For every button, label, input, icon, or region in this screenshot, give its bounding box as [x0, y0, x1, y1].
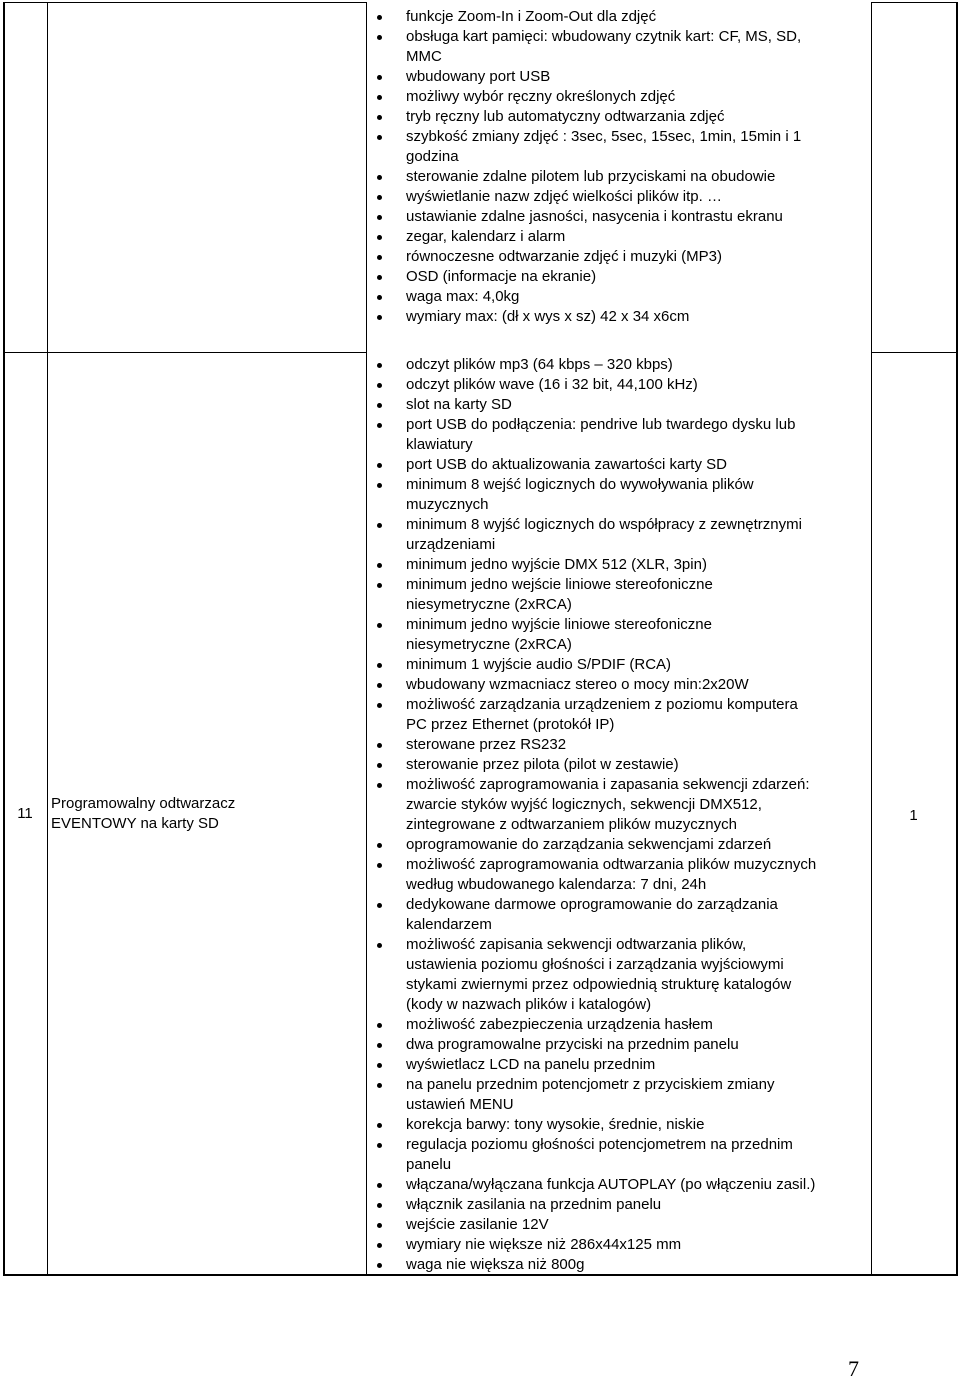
right-border	[956, 2, 958, 1275]
spec-item-text: stykami zwiernymi przez odpowiednią strukturę katalogów	[406, 976, 792, 993]
spec-item-text: dwa programowalne przyciski na przednim panelu	[406, 1036, 739, 1053]
bullet-icon	[377, 35, 382, 40]
spec-item-text: wbudowany port USB	[406, 68, 551, 85]
spec-item-text: minimum 8 wejść logicznych do wywoływania plików	[406, 476, 754, 493]
col-divider-3	[871, 2, 872, 1275]
bullet-icon	[377, 403, 382, 408]
spec-item-text: sterowanie zdalne pilotem lub przyciskami na obudowie	[406, 168, 776, 185]
spec-item	[372, 455, 816, 475]
spec-item-text: wejście zasilanie 12V	[406, 1216, 549, 1233]
spec-item-text: funkcje Zoom-In i Zoom-Out dla zdjęć	[406, 8, 657, 25]
spec-item	[372, 1175, 816, 1195]
spec-item	[372, 187, 801, 207]
spec-item-text: minimum 8 wyjść logicznych do współpracy z zewnętrznymi	[406, 516, 802, 533]
spec-item	[372, 755, 816, 775]
spec-item	[372, 1195, 816, 1215]
bullet-icon	[377, 683, 382, 688]
spec-item-text: sterowanie przez pilota (pilot w zestawie)	[406, 756, 679, 773]
spec-item	[372, 515, 816, 555]
spec-item	[372, 307, 801, 327]
spec-item	[372, 475, 816, 515]
bullet-icon	[377, 783, 382, 788]
spec-item	[372, 375, 816, 395]
spec-item-text: wymiary nie większe niż 286x44x125 mm	[406, 1236, 682, 1253]
spec-item-text: włączana/wyłączana funkcja AUTOPLAY (po włączeniu zasil.)	[406, 1176, 816, 1193]
spec-item-text: regulacja poziomu głośności potencjometrem na przednim	[406, 1136, 793, 1153]
spec-item-text: niesymetryczne (2xRCA)	[406, 596, 572, 613]
spec-item-text: dedykowane darmowe oprogramowanie do zarządzania	[406, 896, 778, 913]
spec-item-text: klawiatury	[406, 436, 473, 453]
bullet-icon	[377, 1243, 382, 1248]
spec-item-text: korekcja barwy: tony wysokie, średnie, niskie	[406, 1116, 705, 1133]
spec-item-text: (kody w nazwach plików i katalogów)	[406, 996, 652, 1013]
spec-item-text: odczyt plików wave (16 i 32 bit, 44,100 kHz)	[406, 376, 698, 393]
top-border-left	[3, 2, 367, 3]
bullet-icon	[377, 663, 382, 668]
spec-item-text: kalendarzem	[406, 916, 492, 933]
bullet-icon	[377, 703, 382, 708]
spec-item-text: MMC	[406, 48, 442, 65]
bullet-icon	[377, 1043, 382, 1048]
spec-item-text: godzina	[406, 148, 459, 165]
spec-item	[372, 247, 801, 267]
spec-item	[372, 655, 816, 675]
col-divider-1	[47, 2, 48, 1275]
spec-item	[372, 615, 816, 655]
bullet-icon	[377, 75, 382, 80]
spec-item-text: obsługa kart pamięci: wbudowany czytnik kart: CF, MS, SD,	[406, 28, 802, 45]
bullet-icon	[377, 523, 382, 528]
spec-item-text: ustawianie zdalne jasności, nasycenia i kontrastu ekranu	[406, 208, 783, 225]
spec-item	[372, 7, 801, 27]
bullet-icon	[377, 115, 382, 120]
bullet-icon	[377, 763, 382, 768]
spec-item-text: możliwość zapisania sekwencji odtwarzania plików,	[406, 936, 747, 953]
bullet-icon	[377, 175, 382, 180]
bullet-icon	[377, 15, 382, 20]
bullet-icon	[377, 235, 382, 240]
spec-item-text: możliwy wybór ręczny określonych zdjęć	[406, 88, 676, 105]
page-number: 7	[848, 1356, 859, 1381]
item-name	[51, 794, 235, 834]
bullet-icon	[377, 843, 382, 848]
spec-item-text: wyświetlacz LCD na panelu przednim	[406, 1056, 656, 1073]
spec-item-text: według wbudowanego kalendarza: 7 dni, 24h	[406, 876, 707, 893]
bullet-icon	[377, 1223, 382, 1228]
spec-item	[372, 1035, 816, 1055]
bullet-icon	[377, 563, 382, 568]
bullet-icon	[377, 1063, 382, 1068]
quantity: 1	[909, 807, 918, 824]
spec-item-text: zwarcie styków wyjść logicznych, sekwencji DMX512,	[406, 796, 762, 813]
spec-item-text: port USB do podłączenia: pendrive lub twardego dysku lub	[406, 416, 796, 433]
bullet-icon	[377, 1183, 382, 1188]
spec-item-text: na panelu przednim potencjometr z przyciskiem zmiany	[406, 1076, 775, 1093]
bullet-icon	[377, 943, 382, 948]
spec-item-text: możliwość zaprogramowania i zapasania sekwencji zdarzeń:	[406, 776, 810, 793]
bullet-icon	[377, 195, 382, 200]
spec-item-text: wbudowany wzmacniacz stereo o mocy min:2x20W	[406, 676, 749, 693]
bullet-icon	[377, 1083, 382, 1088]
spec-item	[372, 27, 801, 67]
spec-item-text: ustawień MENU	[406, 1096, 514, 1113]
bullet-icon	[377, 275, 382, 280]
spec-item	[372, 355, 816, 375]
bullet-icon	[377, 135, 382, 140]
spec-item-text: minimum jedno wyjście DMX 512 (XLR, 3pin)	[406, 556, 707, 573]
row-top-right	[871, 352, 958, 353]
spec-item-text: muzycznych	[406, 496, 489, 513]
spec-item	[372, 775, 816, 835]
spec-item-text: wyświetlanie nazw zdjęć wielkości plików itp. …	[406, 188, 722, 205]
spec-item	[372, 227, 801, 247]
top-border-right	[871, 2, 958, 3]
bullet-icon	[377, 255, 382, 260]
spec-item-text: PC przez Ethernet (protokół IP)	[406, 716, 615, 733]
bullet-icon	[377, 623, 382, 628]
bullet-icon	[377, 363, 382, 368]
bullet-icon	[377, 1023, 382, 1028]
spec-item-text: zegar, kalendarz i alarm	[406, 228, 566, 245]
spec-item-text: tryb ręczny lub automatyczny odtwarzania zdjęć	[406, 108, 725, 125]
bullet-icon	[377, 583, 382, 588]
row-number: 11	[17, 805, 33, 822]
spec-item	[372, 87, 801, 107]
col-divider-2	[366, 2, 367, 1275]
spec-item-text: wymiary max: (dł x wys x sz) 42 x 34 x6cm	[406, 308, 690, 325]
bullet-icon	[377, 483, 382, 488]
spec-item	[372, 287, 801, 307]
spec-item	[372, 695, 816, 735]
item-name-line-2: EVENTOWY na karty SD	[51, 815, 219, 832]
spec-item-text: ustawienia poziomu głośności i zarządzania wyjściowymi	[406, 956, 784, 973]
spec-item-text: oprogramowanie do zarządzania sekwencjami zdarzeń	[406, 836, 772, 853]
spec-item	[372, 167, 801, 187]
spec-item	[372, 127, 801, 167]
spec-item	[372, 1055, 816, 1075]
bullet-icon	[377, 1263, 382, 1268]
spec-item-text: slot na karty SD	[406, 396, 512, 413]
spec-item	[372, 835, 816, 855]
bullet-icon	[377, 215, 382, 220]
spec-item-text: panelu	[406, 1156, 452, 1173]
bullet-icon	[377, 463, 382, 468]
bullet-icon	[377, 1143, 382, 1148]
spec-item	[372, 395, 816, 415]
bullet-icon	[377, 383, 382, 388]
spec-item	[372, 895, 816, 935]
item-name-line-1: Programowalny odtwarzacz	[51, 795, 236, 812]
spec-item-text: OSD (informacje na ekranie)	[406, 268, 597, 285]
bullet-icon	[377, 423, 382, 428]
bullet-icon	[377, 315, 382, 320]
spec-list-top	[372, 7, 801, 327]
spec-item	[372, 1075, 816, 1115]
spec-item	[372, 555, 816, 575]
spec-item	[372, 1215, 816, 1235]
spec-item	[372, 575, 816, 615]
spec-item	[372, 1255, 816, 1275]
spec-item-text: możliwość zaprogramowania odtwarzania plików muzycznych	[406, 856, 817, 873]
left-border	[3, 2, 5, 1275]
bullet-icon	[377, 863, 382, 868]
spec-item-text: minimum jedno wejście liniowe stereofoniczne	[406, 576, 713, 593]
row-top-left	[3, 352, 367, 353]
spec-item-text: niesymetryczne (2xRCA)	[406, 636, 572, 653]
spec-item-text: port USB do aktualizowania zawartości karty SD	[406, 456, 727, 473]
spec-list-bottom	[372, 355, 816, 1275]
spec-item	[372, 735, 816, 755]
spec-item	[372, 207, 801, 227]
bullet-icon	[377, 903, 382, 908]
spec-item	[372, 1115, 816, 1135]
spec-item-text: możliwość zarządzania urządzeniem z poziomu komputera	[406, 696, 798, 713]
spec-item	[372, 1235, 816, 1255]
spec-item-text: szybkość zmiany zdjęć : 3sec, 5sec, 15sec, 1min, 15min i 1	[406, 128, 802, 145]
spec-item	[372, 1015, 816, 1035]
spec-item-text: równoczesne odtwarzanie zdjęć i muzyki (MP3)	[406, 248, 722, 265]
bullet-icon	[377, 743, 382, 748]
spec-item-text: urządzeniami	[406, 536, 496, 553]
spec-item	[372, 855, 816, 895]
spec-item	[372, 67, 801, 87]
spec-item	[372, 107, 801, 127]
spec-item	[372, 675, 816, 695]
spec-item-text: odczyt plików mp3 (64 kbps – 320 kbps)	[406, 356, 673, 373]
spec-item-text: zintegrowane z odtwarzaniem plików muzycznych	[406, 816, 737, 833]
spec-item-text: możliwość zabezpieczenia urządzenia hasłem	[406, 1016, 713, 1033]
spec-item	[372, 935, 816, 1015]
spec-item-text: minimum 1 wyjście audio S/PDIF (RCA)	[406, 656, 672, 673]
spec-item	[372, 267, 801, 287]
spec-item-text: sterowane przez RS232	[406, 736, 567, 753]
spec-item-text: waga max: 4,0kg	[406, 288, 520, 305]
spec-item	[372, 415, 816, 455]
spec-item-text: minimum jedno wyjście liniowe stereofoniczne	[406, 616, 712, 633]
bullet-icon	[377, 95, 382, 100]
bullet-icon	[377, 1203, 382, 1208]
spec-item-text: waga nie większa niż 800g	[406, 1256, 585, 1273]
bullet-icon	[377, 295, 382, 300]
spec-item-text: włącznik zasilania na przednim panelu	[406, 1196, 662, 1213]
spec-item	[372, 1135, 816, 1175]
bullet-icon	[377, 1123, 382, 1128]
